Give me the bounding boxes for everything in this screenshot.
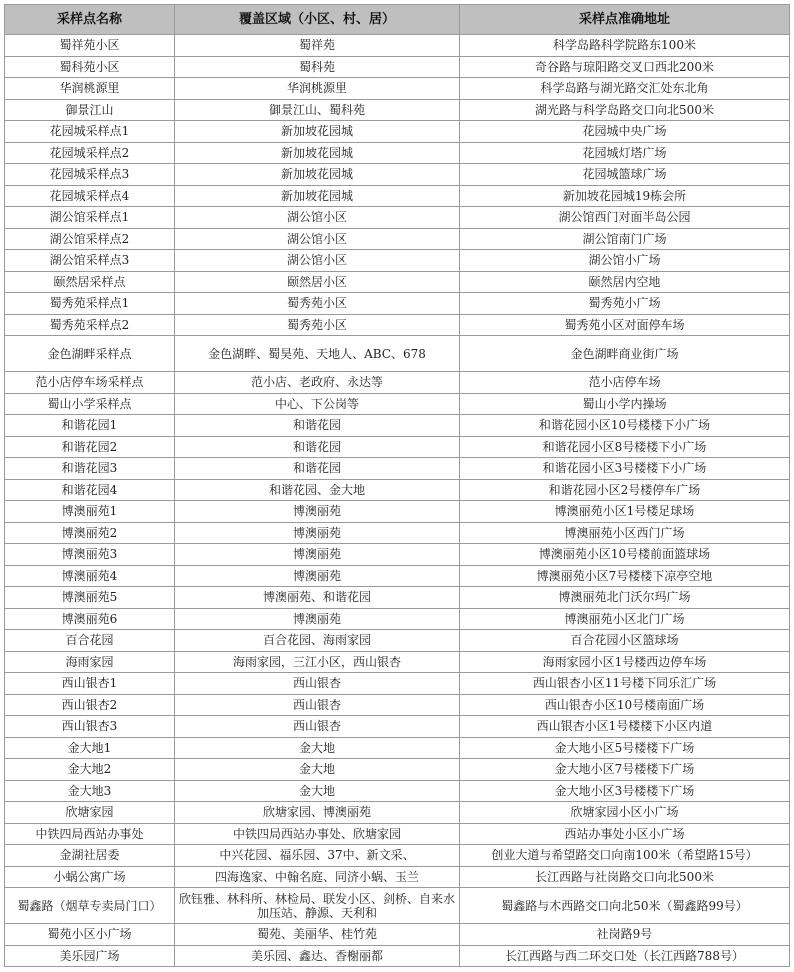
coverage-area-cell: 湖公馆小区 <box>175 228 460 250</box>
site-name-cell: 御景江山 <box>5 99 175 121</box>
site-name-cell: 小蜗公寓广场 <box>5 866 175 888</box>
address-cell: 西站办事处小区小广场 <box>460 823 790 845</box>
site-name-cell: 和谐花园1 <box>5 415 175 437</box>
site-name-cell: 蜀苑小区小广场 <box>5 924 175 946</box>
coverage-area-cell: 蜀科苑 <box>175 56 460 78</box>
site-name-cell: 金色湖畔采样点 <box>5 336 175 372</box>
coverage-area-cell: 和谐花园 <box>175 458 460 480</box>
table-row <box>5 35 790 57</box>
table-row <box>5 501 790 523</box>
table-row <box>5 56 790 78</box>
coverage-area-cell: 蜀苑、美丽华、桂竹苑 <box>175 924 460 946</box>
header-exact-address: 采样点准确地址 <box>460 5 790 35</box>
coverage-area-cell: 和谐花园、金大地 <box>175 479 460 501</box>
address-cell: 湖公馆南门广场 <box>460 228 790 250</box>
address-cell: 科学岛路与湖光路交汇处东北角 <box>460 78 790 100</box>
coverage-area-cell: 新加坡花园城 <box>175 142 460 164</box>
coverage-area-cell: 中兴花园、福乐园、37中、新文采、 <box>175 845 460 867</box>
address-cell: 金大地小区7号楼楼下广场 <box>460 759 790 781</box>
table-row <box>5 888 790 924</box>
site-name-cell: 蜀秀苑采样点2 <box>5 314 175 336</box>
sampling-points-table <box>4 4 790 967</box>
address-cell: 海雨家园小区1号楼西边停车场 <box>460 651 790 673</box>
table-row <box>5 479 790 501</box>
table-row <box>5 393 790 415</box>
site-name-cell: 蜀鑫路（烟草专卖局门口） <box>5 888 175 924</box>
site-name-cell: 西山银杏1 <box>5 673 175 695</box>
table-row <box>5 759 790 781</box>
coverage-area-cell: 颐然居小区 <box>175 271 460 293</box>
address-cell: 湖公馆西门对面半岛公园 <box>460 207 790 229</box>
header-coverage-area: 覆盖区域（小区、村、居） <box>175 5 460 35</box>
coverage-area-cell: 新加坡花园城 <box>175 185 460 207</box>
address-cell: 金大地小区3号楼楼下广场 <box>460 780 790 802</box>
site-name-cell: 博澳丽苑6 <box>5 608 175 630</box>
table-row <box>5 415 790 437</box>
site-name-cell: 花园城采样点4 <box>5 185 175 207</box>
table-row <box>5 336 790 372</box>
address-cell: 蜀山小学内操场 <box>460 393 790 415</box>
table-row <box>5 694 790 716</box>
site-name-cell: 湖公馆采样点1 <box>5 207 175 229</box>
coverage-area-cell: 和谐花园 <box>175 436 460 458</box>
table-row <box>5 673 790 695</box>
coverage-area-cell: 湖公馆小区 <box>175 250 460 272</box>
site-name-cell: 蜀科苑小区 <box>5 56 175 78</box>
table-row <box>5 207 790 229</box>
coverage-area-cell: 蜀祥苑 <box>175 35 460 57</box>
address-cell: 湖公馆小广场 <box>460 250 790 272</box>
sampling-points-table-container <box>4 4 789 967</box>
coverage-area-cell: 四海逸家、中翰名庭、同济小蜗、玉兰 <box>175 866 460 888</box>
site-name-cell: 和谐花园3 <box>5 458 175 480</box>
address-cell: 湖光路与科学岛路交口向北500米 <box>460 99 790 121</box>
address-cell: 蜀秀苑小区对面停车场 <box>460 314 790 336</box>
coverage-area-cell: 新加坡花园城 <box>175 121 460 143</box>
coverage-area-cell: 御景江山、蜀科苑 <box>175 99 460 121</box>
coverage-area-cell: 西山银杏 <box>175 694 460 716</box>
table-row <box>5 823 790 845</box>
table-row <box>5 565 790 587</box>
address-cell: 和谐花园小区10号楼楼下小广场 <box>460 415 790 437</box>
coverage-area-cell: 博澳丽苑 <box>175 565 460 587</box>
coverage-area-cell: 西山银杏 <box>175 716 460 738</box>
site-name-cell: 和谐花园2 <box>5 436 175 458</box>
site-name-cell: 金大地3 <box>5 780 175 802</box>
table-row <box>5 185 790 207</box>
table-row <box>5 458 790 480</box>
address-cell: 博澳丽苑小区1号楼足球场 <box>460 501 790 523</box>
coverage-area-cell: 新加坡花园城 <box>175 164 460 186</box>
address-cell: 花园城灯塔广场 <box>460 142 790 164</box>
site-name-cell: 博澳丽苑2 <box>5 522 175 544</box>
table-row <box>5 121 790 143</box>
address-cell: 金色湖畔商业街广场 <box>460 336 790 372</box>
address-cell: 长江西路与西二环交口处（长江西路788号） <box>460 945 790 967</box>
table-row <box>5 608 790 630</box>
address-cell: 创业大道与希望路交口向南100米（希望路15号） <box>460 845 790 867</box>
site-name-cell: 花园城采样点3 <box>5 164 175 186</box>
coverage-area-cell: 博澳丽苑 <box>175 544 460 566</box>
site-name-cell: 范小店停车场采样点 <box>5 372 175 394</box>
address-cell: 博澳丽苑北门沃尔玛广场 <box>460 587 790 609</box>
table-header-row <box>5 5 790 35</box>
address-cell: 社岗路9号 <box>460 924 790 946</box>
site-name-cell: 金大地2 <box>5 759 175 781</box>
coverage-area-cell: 金色湖畔、蜀昊苑、天地人、ABC、678 <box>175 336 460 372</box>
address-cell: 科学岛路科学院路东100米 <box>460 35 790 57</box>
table-row <box>5 314 790 336</box>
table-row <box>5 99 790 121</box>
address-cell: 范小店停车场 <box>460 372 790 394</box>
coverage-area-cell: 金大地 <box>175 737 460 759</box>
table-row <box>5 651 790 673</box>
coverage-area-cell: 蜀秀苑小区 <box>175 314 460 336</box>
coverage-area-cell: 欣钰雅、林科所、林检局、联发小区、剑桥、自来水加压站、静源、天利和 <box>175 888 460 924</box>
site-name-cell: 海雨家园 <box>5 651 175 673</box>
table-row <box>5 630 790 652</box>
table-row <box>5 436 790 458</box>
address-cell: 西山银杏小区10号楼南面广场 <box>460 694 790 716</box>
site-name-cell: 蜀山小学采样点 <box>5 393 175 415</box>
table-row <box>5 780 790 802</box>
coverage-area-cell: 博澳丽苑 <box>175 608 460 630</box>
coverage-area-cell: 中心、下公岗等 <box>175 393 460 415</box>
coverage-area-cell: 华润桃源里 <box>175 78 460 100</box>
site-name-cell: 金湖社居委 <box>5 845 175 867</box>
address-cell: 奇谷路与琼阳路交叉口西北200米 <box>460 56 790 78</box>
address-cell: 和谐花园小区3号楼楼下小广场 <box>460 458 790 480</box>
address-cell: 新加坡花园城19栋会所 <box>460 185 790 207</box>
table-row <box>5 78 790 100</box>
site-name-cell: 博澳丽苑1 <box>5 501 175 523</box>
site-name-cell: 湖公馆采样点3 <box>5 250 175 272</box>
coverage-area-cell: 博澳丽苑 <box>175 522 460 544</box>
address-cell: 花园城篮球广场 <box>460 164 790 186</box>
coverage-area-cell: 金大地 <box>175 780 460 802</box>
address-cell: 和谐花园小区2号楼停车广场 <box>460 479 790 501</box>
site-name-cell: 博澳丽苑3 <box>5 544 175 566</box>
address-cell: 博澳丽苑小区10号楼前面篮球场 <box>460 544 790 566</box>
coverage-area-cell: 欣塘家园、博澳丽苑 <box>175 802 460 824</box>
address-cell: 博澳丽苑小区7号楼楼下凉亭空地 <box>460 565 790 587</box>
site-name-cell: 花园城采样点2 <box>5 142 175 164</box>
coverage-area-cell: 金大地 <box>175 759 460 781</box>
site-name-cell: 颐然居采样点 <box>5 271 175 293</box>
address-cell: 西山银杏小区11号楼下同乐汇广场 <box>460 673 790 695</box>
site-name-cell: 金大地1 <box>5 737 175 759</box>
table-row <box>5 228 790 250</box>
table-row <box>5 142 790 164</box>
site-name-cell: 蜀秀苑采样点1 <box>5 293 175 315</box>
coverage-area-cell: 西山银杏 <box>175 673 460 695</box>
coverage-area-cell: 中铁四局西站办事处、欣塘家园 <box>175 823 460 845</box>
coverage-area-cell: 范小店、老政府、永达等 <box>175 372 460 394</box>
site-name-cell: 西山银杏2 <box>5 694 175 716</box>
coverage-area-cell: 湖公馆小区 <box>175 207 460 229</box>
address-cell: 博澳丽苑小区北门广场 <box>460 608 790 630</box>
coverage-area-cell: 和谐花园 <box>175 415 460 437</box>
table-body <box>5 35 790 967</box>
coverage-area-cell: 百合花园、海雨家园 <box>175 630 460 652</box>
table-row <box>5 372 790 394</box>
coverage-area-cell: 博澳丽苑、和谐花园 <box>175 587 460 609</box>
table-row <box>5 945 790 967</box>
site-name-cell: 西山银杏3 <box>5 716 175 738</box>
site-name-cell: 华润桃源里 <box>5 78 175 100</box>
site-name-cell: 博澳丽苑5 <box>5 587 175 609</box>
coverage-area-cell: 蜀秀苑小区 <box>175 293 460 315</box>
address-cell: 博澳丽苑小区西门广场 <box>460 522 790 544</box>
address-cell: 西山银杏小区1号楼楼下小区内道 <box>460 716 790 738</box>
address-cell: 颐然居内空地 <box>460 271 790 293</box>
address-cell: 百合花园小区篮球场 <box>460 630 790 652</box>
coverage-area-cell: 博澳丽苑 <box>175 501 460 523</box>
site-name-cell: 百合花园 <box>5 630 175 652</box>
table-row <box>5 737 790 759</box>
header-site-name: 采样点名称 <box>5 5 175 35</box>
site-name-cell: 湖公馆采样点2 <box>5 228 175 250</box>
table-row <box>5 544 790 566</box>
table-row <box>5 716 790 738</box>
coverage-area-cell: 美乐园、鑫达、香榭丽都 <box>175 945 460 967</box>
address-cell: 和谐花园小区8号楼楼下小广场 <box>460 436 790 458</box>
site-name-cell: 中铁四局西站办事处 <box>5 823 175 845</box>
table-row <box>5 924 790 946</box>
table-row <box>5 802 790 824</box>
table-row <box>5 164 790 186</box>
table-row <box>5 845 790 867</box>
site-name-cell: 欣塘家园 <box>5 802 175 824</box>
address-cell: 花园城中央广场 <box>460 121 790 143</box>
address-cell: 欣塘家园小区小广场 <box>460 802 790 824</box>
table-row <box>5 587 790 609</box>
table-row <box>5 293 790 315</box>
coverage-area-cell: 海雨家园，三江小区，西山银杏 <box>175 651 460 673</box>
table-row <box>5 271 790 293</box>
table-row <box>5 866 790 888</box>
site-name-cell: 和谐花园4 <box>5 479 175 501</box>
table-row <box>5 250 790 272</box>
site-name-cell: 博澳丽苑4 <box>5 565 175 587</box>
address-cell: 金大地小区5号楼楼下广场 <box>460 737 790 759</box>
address-cell: 蜀鑫路与木西路交口向北50米（蜀鑫路99号） <box>460 888 790 924</box>
address-cell: 蜀秀苑小广场 <box>460 293 790 315</box>
site-name-cell: 花园城采样点1 <box>5 121 175 143</box>
address-cell: 长江西路与社岗路交口向北500米 <box>460 866 790 888</box>
table-row <box>5 522 790 544</box>
site-name-cell: 美乐园广场 <box>5 945 175 967</box>
site-name-cell: 蜀祥苑小区 <box>5 35 175 57</box>
